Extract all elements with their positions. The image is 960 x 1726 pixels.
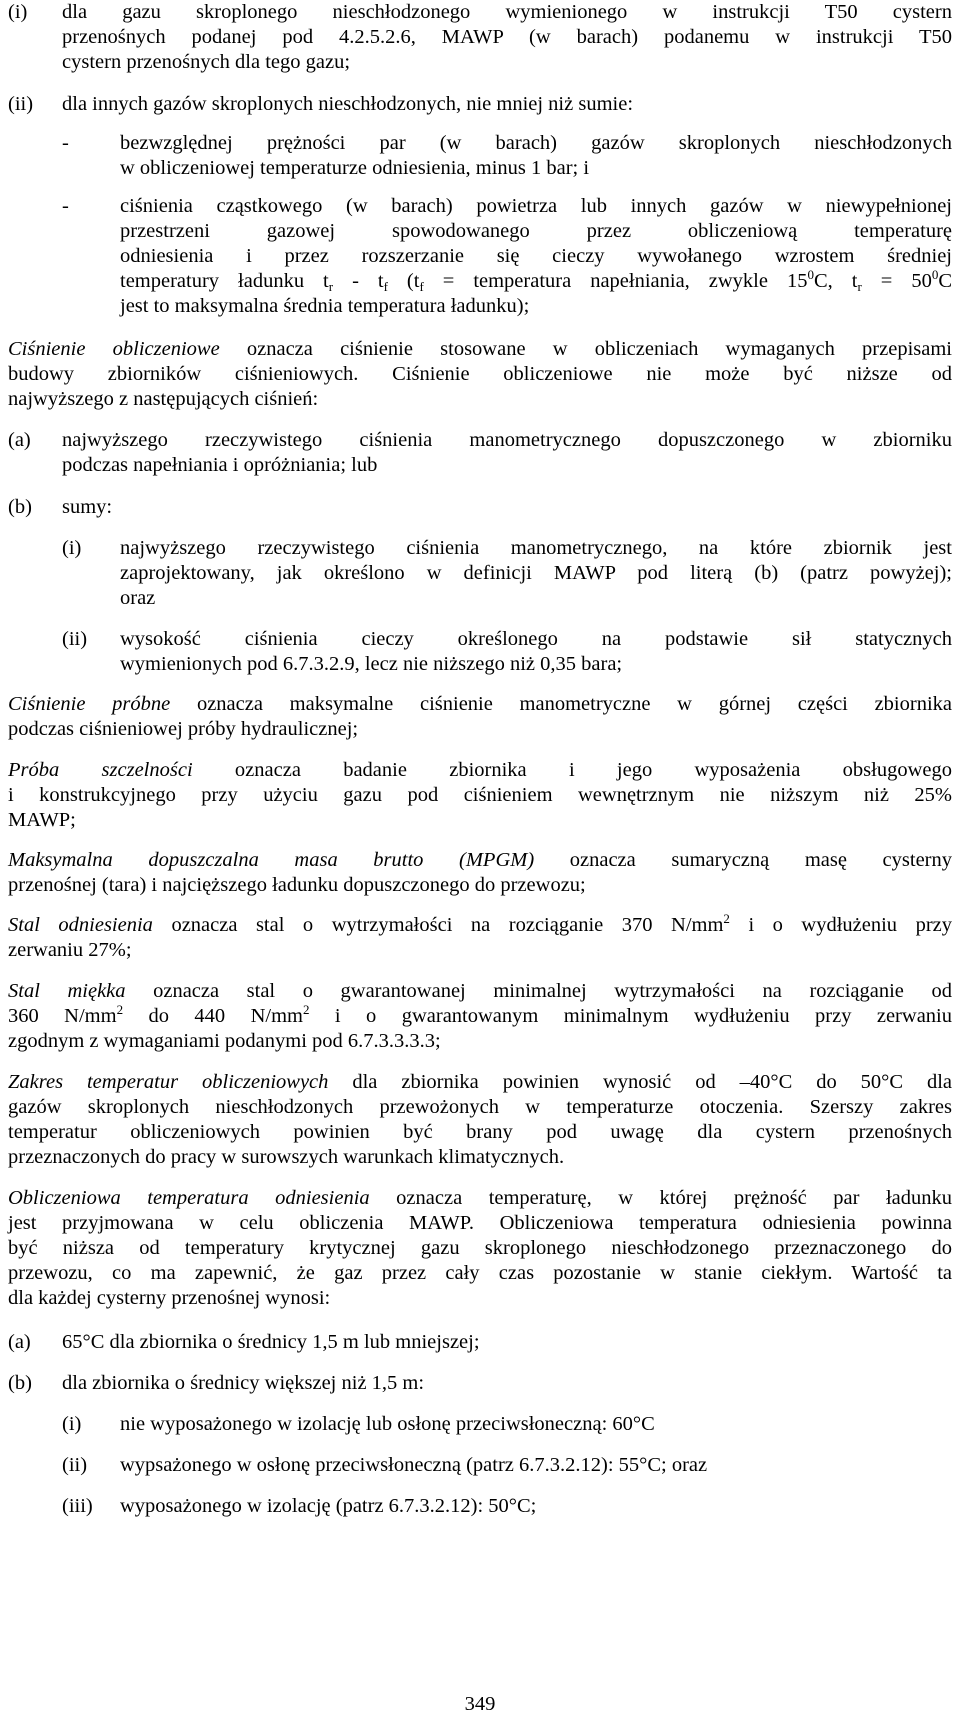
definition-term: Stal odniesienia: [8, 914, 153, 936]
definition-term: Ciśnienie próbne: [8, 693, 171, 715]
list-item-text: dla gazu skroplonego nieschłodzonego wymienionego w instrukcji T50 cystern przenośnych podanej pod 4.2.5.2.6, MAWP (w barach) podanemu w instrukcji T50 cystern przenośnych dla tego gazu;: [62, 1, 952, 73]
list-marker: (ii): [62, 628, 88, 650]
list-marker: (iii): [62, 1495, 93, 1517]
list-item-text: najwyższego rzeczywistego ciśnienia manometrycznego, na które zbiornik jest zaprojektowany, jak określono w definicji MAWP pod literą (b) (patrz powyżej); oraz: [120, 537, 952, 609]
definition-mild-steel: Stal miękka oznacza stal o gwarantowanej minimalnej wytrzymałości na rozciąganie od 360 $N/mm^2$ do 440 $N/mm^2$ i o gwarantowanym minimalnym wydłużeniu przy zerwaniu zgodnym z wymaganiami podanymi pod 6.7.3.3.3.3;: [8, 980, 952, 1052]
list-marker: (a): [8, 429, 31, 451]
definition-term: Próba szczelności: [8, 759, 193, 781]
definition-design-temperature-range: Zakres temperatur obliczeniowych dla zbiornika powinien wynosić od –40°C do 50°C dla gazów skroplonych nieschłodzonych przewożonych w temperaturze otoczenia. Szerszy zakres temperatur obliczeniowych powinien być brany pod uwagę dla cystern przenośnych przeznaczonych do pracy w surowszych warunkach klimatycznych.: [8, 1071, 953, 1168]
definition-leakage-test: Próba szczelności oznacza badanie zbiornika i jego wyposażenia obsługowego i konstrukcyjnego przy użyciu gazu pod ciśnieniem wewnętrznym nie niższym niż 25% MAWP;: [8, 759, 952, 831]
dash-item-text: bezwzględnej prężności par (w barach) gazów skroplonych nieschłodzonych w obliczeniowej temperaturze odniesienia, minus 1 bar; i: [120, 132, 952, 179]
list-item-text: 65°C dla zbiornika o średnicy 1,5 m lub mniejszej;: [62, 1331, 480, 1353]
definition-test-pressure: Ciśnienie próbne oznacza maksymalne ciśnienie manometryczne w górnej części zbiornika podczas ciśnieniowej próby hydraulicznej;: [8, 693, 952, 740]
list-marker: (a): [8, 1331, 31, 1353]
definition-term: Zakres temperatur obliczeniowych: [8, 1071, 329, 1093]
definition-term: Ciśnienie obliczeniowe: [8, 338, 220, 360]
list-item-text: dla zbiornika o średnicy większej niż 1,5 m:: [62, 1372, 425, 1394]
list-item-text: dla innych gazów skroplonych nieschłodzonych, nie mniej niż sumie:: [62, 93, 634, 115]
list-marker: (i): [8, 1, 28, 23]
list-marker: (ii): [62, 1454, 88, 1476]
page-number: 349: [464, 1693, 496, 1715]
list-item-text: sumy:: [62, 496, 113, 518]
dash-marker: -: [62, 132, 69, 154]
list-marker: (i): [62, 1413, 82, 1435]
definition-design-reference-temperature: Obliczeniowa temperatura odniesienia oznacza temperaturę, w której prężność par ładunku jest przyjmowana w celu obliczenia MAWP. Obliczeniowa temperatura odniesienia powinna być niższa od temperatury krytycznej gazu skroplonego nieschłodzonego przeznaczonego do przewozu, co ma zapewnić, że gaz przez cały czas pozostanie w stanie ciekłym. Wartość ta dla każdej cysterny przenośnej wynosi:: [8, 1187, 952, 1309]
list-marker: (ii): [8, 93, 34, 115]
definition-design-pressure: Ciśnienie obliczeniowe oznacza ciśnienie stosowane w obliczeniach wymaganych przepisami budowy zbiorników ciśnieniowych. Ciśnienie obliczeniowe nie może być niższe od najwyższego z następujących ciśnień:: [8, 338, 952, 410]
dash-item-text: ciśnienia cząstkowego (w barach) powietrza lub innych gazów w niewypełnionej przestrzeni gazowej spowodowanego przez obliczeniową temperaturę odniesienia i przez rozszerzanie się cieczy wywołanego wzrostem średniej temperatury ładunku $t_r - t_f$ ($t_f$ = temperatura napełniania, zwykle $15^0C$, $t_r = 50^0C$ jest to maksymalna średnia temperatura ładunku);: [120, 195, 953, 317]
definition-mpgm: Maksymalna dopuszczalna masa brutto (MPGM) oznacza sumaryczną masę cysterny przenośnej (tara) i najcięższego ładunku dopuszczonego do przewozu;: [8, 849, 952, 896]
definition-reference-steel: Stal odniesienia oznacza stal o wytrzymałości na rozciąganie 370 $N/mm^2$ i o wydłużeniu przy zerwaniu 27%;: [8, 911, 953, 961]
definition-term: Maksymalna dopuszczalna masa brutto (MPGM): [8, 849, 535, 871]
list-marker: (i): [62, 537, 82, 559]
list-marker: (b): [8, 496, 32, 518]
list-item-text: najwyższego rzeczywistego ciśnienia manometrycznego dopuszczonego w zbiorniku podczas napełniania i opróżniania; lub: [62, 429, 952, 476]
list-item-text: wypsażonego w osłonę przeciwsłoneczną (patrz 6.7.3.2.12): 55°C; oraz: [120, 1454, 708, 1476]
list-marker: (b): [8, 1372, 32, 1394]
definition-term: Obliczeniowa temperatura odniesienia: [8, 1187, 370, 1209]
list-item-text: wyposażonego w izolację (patrz 6.7.3.2.12): 50°C;: [120, 1495, 537, 1517]
definition-term: Stal miękka: [8, 980, 126, 1002]
temperature-formula-line: temperatury ładunku $t_r - t_f$ ($t_f$ = temperatura napełniania, zwykle $15^0C$, $t_r = 50^0C$: [120, 267, 953, 294]
dash-marker: -: [62, 195, 69, 217]
list-item-text: nie wyposażonego w izolację lub osłonę przeciwsłoneczną: 60°C: [120, 1413, 655, 1435]
list-item-text: wysokość ciśnienia cieczy określonego na podstawie sił statycznych wymienionych pod 6.7.3.2.9, lecz nie niższego niż 0,35 bara;: [120, 628, 952, 675]
